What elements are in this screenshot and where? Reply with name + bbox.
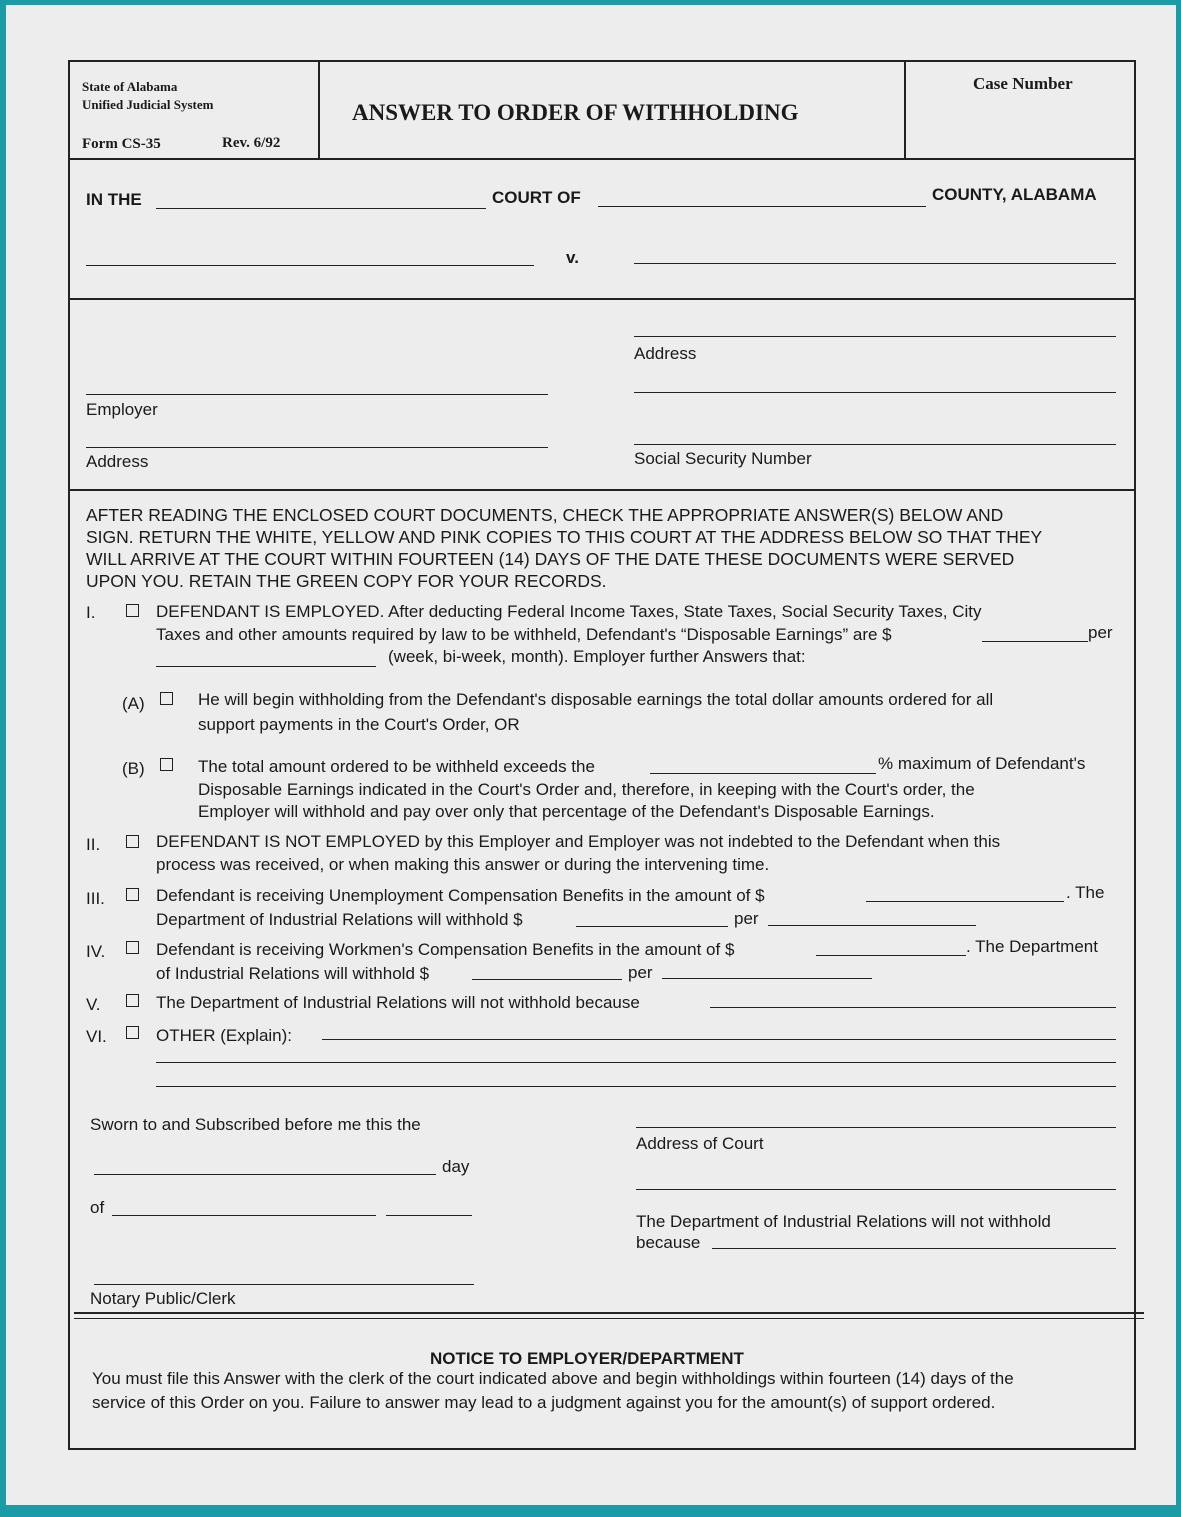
answer-iii-line-1b: . The bbox=[1066, 883, 1105, 902]
answer-iv-line-1b: . The Department bbox=[966, 937, 1098, 956]
sworn-day-field[interactable] bbox=[94, 1174, 436, 1175]
answer-iii-number: III. bbox=[86, 889, 105, 908]
answer-i-checkbox[interactable] bbox=[126, 604, 139, 617]
percentage-field[interactable] bbox=[650, 773, 876, 774]
instructions-line-2: SIGN. RETURN THE WHITE, YELLOW AND PINK COPIES TO THIS COURT AT THE ADDRESS BELOW SO THAT THEY bbox=[86, 527, 1043, 547]
agency-line-2: Unified Judicial System bbox=[82, 97, 214, 112]
answer-b-number: (B) bbox=[122, 759, 145, 778]
notary-signature-field[interactable] bbox=[94, 1284, 474, 1285]
unemployment-withhold-field[interactable] bbox=[576, 926, 728, 927]
answer-iv-per: per bbox=[628, 963, 653, 982]
form-revision: Rev. 6/92 bbox=[222, 135, 281, 151]
form-number: Form CS-35 bbox=[82, 136, 161, 152]
header-divider-right bbox=[904, 62, 906, 160]
answer-i-per: per bbox=[1088, 623, 1113, 642]
answer-iv-line-2a: of Industrial Relations will withhold $ bbox=[156, 964, 430, 983]
answer-vi-checkbox[interactable] bbox=[126, 1026, 139, 1039]
court-address-field-2[interactable] bbox=[636, 1189, 1116, 1190]
ssn-field[interactable] bbox=[634, 444, 1116, 445]
answer-iv-checkbox[interactable] bbox=[126, 941, 139, 954]
plaintiff-field[interactable] bbox=[86, 265, 534, 266]
case-number-field[interactable] bbox=[910, 96, 1130, 156]
answer-a-checkbox[interactable] bbox=[160, 692, 173, 705]
employer-address-field[interactable] bbox=[86, 447, 548, 448]
instructions-line-3: WILL ARRIVE AT THE COURT WITHIN FOURTEEN (14) DAYS OF THE DATE THESE DOCUMENTS WERE SERVED bbox=[86, 549, 1015, 569]
answer-iv-line-1a: Defendant is receiving Workmen's Compensation Benefits in the amount of $ bbox=[156, 940, 735, 959]
answer-a-line-2: support payments in the Court's Order, OR bbox=[198, 715, 520, 734]
answer-iii-line-2a: Department of Industrial Relations will withhold $ bbox=[156, 910, 523, 929]
workmens-comp-withhold-field[interactable] bbox=[472, 979, 622, 980]
county-name-field[interactable] bbox=[598, 206, 926, 207]
pay-period-field[interactable] bbox=[156, 666, 376, 667]
answer-ii-number: II. bbox=[86, 835, 101, 854]
court-of-label: COURT OF bbox=[492, 188, 581, 207]
court-address-field-1[interactable] bbox=[636, 1127, 1116, 1128]
parties-rule bbox=[70, 489, 1134, 491]
answer-b-checkbox[interactable] bbox=[160, 758, 173, 771]
employer-field[interactable] bbox=[86, 394, 548, 395]
instructions-line-1: AFTER READING THE ENCLOSED COURT DOCUMENTS, CHECK THE APPROPRIATE ANSWER(S) BELOW AND bbox=[86, 505, 1004, 525]
sworn-text: Sworn to and Subscribed before me this the bbox=[90, 1115, 421, 1134]
county-alabama-label: COUNTY, ALABAMA bbox=[932, 185, 1097, 204]
defendant-name-field[interactable] bbox=[634, 336, 1116, 337]
no-withhold-reason-field[interactable] bbox=[710, 1007, 1116, 1008]
dir-no-withhold-field[interactable] bbox=[712, 1248, 1116, 1249]
other-explain-field-3[interactable] bbox=[156, 1086, 1116, 1087]
answer-ii-line-1: DEFENDANT IS NOT EMPLOYED by this Employer and Employer was not indebted to the Defendant when this bbox=[156, 832, 1001, 851]
unemployment-period-field[interactable] bbox=[768, 925, 976, 926]
form-title: ANSWER TO ORDER OF WITHHOLDING bbox=[352, 100, 799, 125]
answer-ii-checkbox[interactable] bbox=[126, 835, 139, 848]
notice-title: NOTICE TO EMPLOYER/DEPARTMENT bbox=[430, 1349, 744, 1368]
versus-label: v. bbox=[566, 248, 579, 267]
answer-b-line-3: Employer will withhold and pay over only that percentage of the Defendant's Disposable Earnings. bbox=[198, 802, 935, 821]
defendant-field[interactable] bbox=[634, 263, 1116, 264]
answer-iii-line-1a: Defendant is receiving Unemployment Compensation Benefits in the amount of $ bbox=[156, 886, 765, 905]
answer-a-number: (A) bbox=[122, 694, 145, 713]
answer-b-line-1a: The total amount ordered to be withheld exceeds the bbox=[198, 757, 595, 776]
dir-no-withhold-line-1: The Department of Industrial Relations will not withhold bbox=[636, 1212, 1051, 1231]
of-label: of bbox=[90, 1198, 105, 1217]
court-name-field[interactable] bbox=[156, 208, 486, 209]
notice-line-1: You must file this Answer with the clerk of the court indicated above and begin withholdings within fourteen (14) days of the bbox=[92, 1369, 1014, 1388]
in-the-label: IN THE bbox=[86, 190, 142, 209]
case-number-label: Case Number bbox=[973, 74, 1073, 93]
other-explain-field-2[interactable] bbox=[156, 1062, 1116, 1063]
sworn-month-field[interactable] bbox=[112, 1215, 376, 1216]
answer-ii-line-2: process was received, or when making this answer or during the intervening time. bbox=[156, 855, 770, 874]
answer-iii-checkbox[interactable] bbox=[126, 888, 139, 901]
notice-line-2: service of this Order on you. Failure to answer may lead to a judgment against you for the amount(s) of support ordered. bbox=[92, 1393, 996, 1412]
unemployment-amount-field[interactable] bbox=[866, 901, 1064, 902]
defendant-address-field[interactable] bbox=[634, 392, 1116, 393]
court-address-label: Address of Court bbox=[636, 1134, 764, 1153]
day-label: day bbox=[442, 1157, 470, 1176]
answer-b-line-2: Disposable Earnings indicated in the Court's Order and, therefore, in keeping with the Court's order, the bbox=[198, 780, 975, 799]
ssn-label: Social Security Number bbox=[634, 449, 812, 468]
answer-i-line-2a: Taxes and other amounts required by law to be withheld, Defendant's “Disposable Earnings” are $ bbox=[156, 625, 892, 644]
header-divider-left bbox=[318, 62, 320, 160]
answer-i-line-3: (week, bi-week, month). Employer further Answers that: bbox=[388, 647, 806, 666]
disposable-earnings-field[interactable] bbox=[982, 641, 1088, 642]
answer-v-checkbox[interactable] bbox=[126, 994, 139, 1007]
defendant-address-label: Address bbox=[634, 344, 697, 363]
employer-address-label: Address bbox=[86, 452, 149, 471]
court-rule bbox=[70, 298, 1134, 300]
answer-b-line-1b: % maximum of Defendant's bbox=[878, 754, 1086, 773]
workmens-comp-period-field[interactable] bbox=[662, 978, 872, 979]
notice-rule-2 bbox=[74, 1318, 1144, 1319]
answer-iv-number: IV. bbox=[86, 942, 106, 961]
form-cs-35 bbox=[68, 60, 1136, 1450]
employer-label: Employer bbox=[86, 400, 158, 419]
answer-i-line-1: DEFENDANT IS EMPLOYED. After deducting Federal Income Taxes, State Taxes, Social Security Taxes, City bbox=[156, 602, 982, 621]
agency-line-1: State of Alabama bbox=[82, 79, 178, 94]
header-rule bbox=[70, 158, 1134, 160]
notary-label: Notary Public/Clerk bbox=[90, 1289, 236, 1308]
answer-i-number: I. bbox=[86, 603, 96, 622]
sworn-year-field[interactable] bbox=[386, 1215, 472, 1216]
answer-vi-text: OTHER (Explain): bbox=[156, 1026, 293, 1045]
instructions-line-4: UPON YOU. RETAIN THE GREEN COPY FOR YOUR RECORDS. bbox=[86, 571, 607, 591]
answer-v-text: The Department of Industrial Relations will not withhold because bbox=[156, 993, 640, 1012]
notice-rule-1 bbox=[74, 1312, 1144, 1314]
answer-vi-number: VI. bbox=[86, 1027, 107, 1046]
other-explain-field-1[interactable] bbox=[322, 1039, 1116, 1040]
answer-v-number: V. bbox=[86, 995, 101, 1014]
paper-sheet bbox=[6, 5, 1176, 1505]
answer-a-line-1: He will begin withholding from the Defendant's disposable earnings the total dollar amounts ordered for all bbox=[198, 690, 994, 709]
answer-iii-per: per bbox=[734, 909, 759, 928]
dir-no-withhold-line-2: because bbox=[636, 1233, 701, 1252]
workmens-comp-amount-field[interactable] bbox=[816, 955, 966, 956]
